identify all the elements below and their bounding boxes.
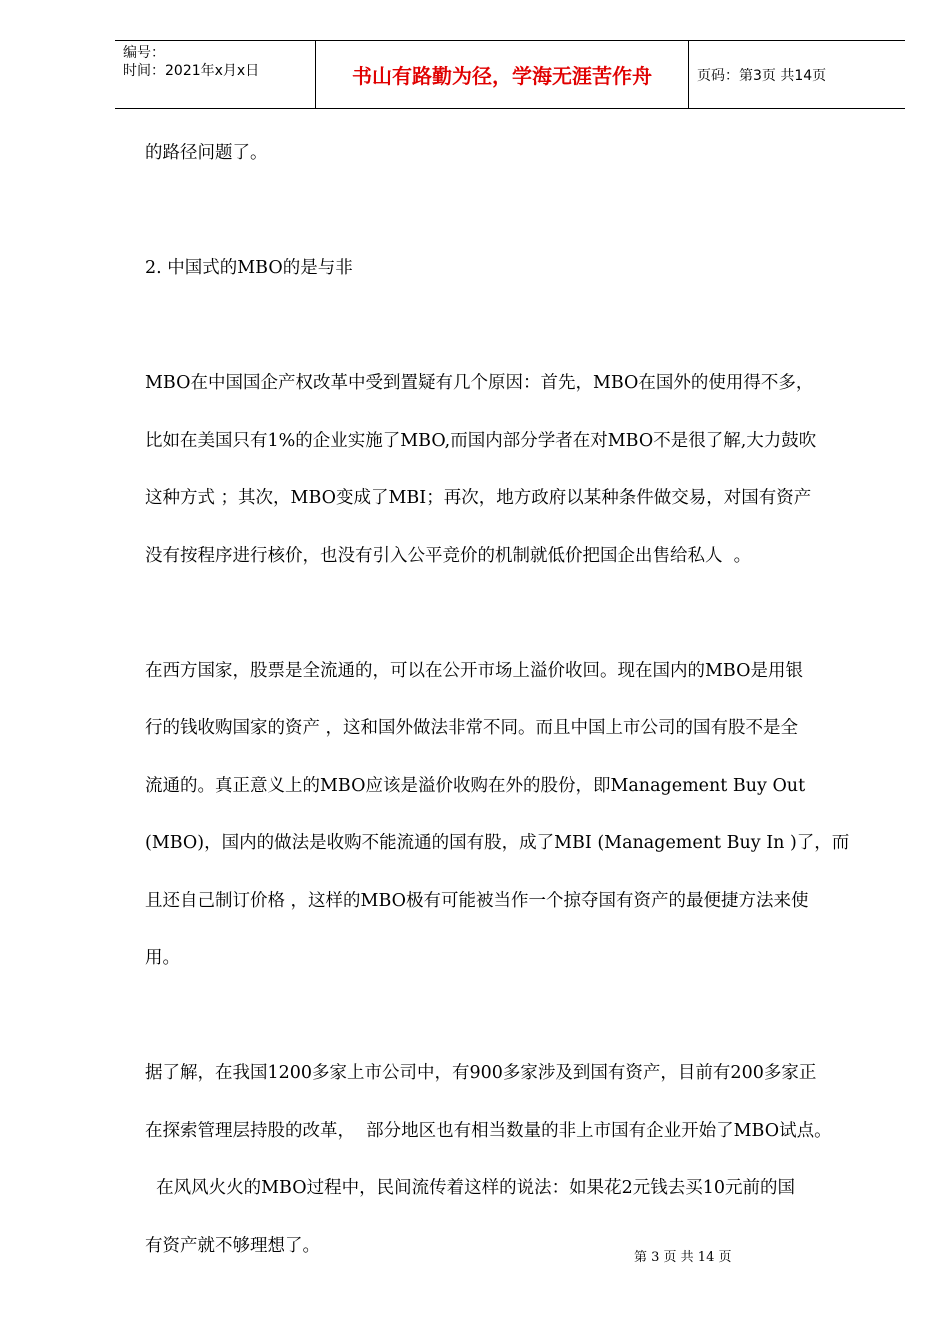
text-line: 且还自己制订价格 ，这样的MBO极有可能被当作一个掠夺国有资产的最便捷方法来使 (145, 890, 809, 911)
text-line: 没有按程序进行核价，也没有引入公平竞价的机制就低价把国企出售给私人 。 (145, 545, 752, 566)
text-line: 在西方国家，股票是全流通的，可以在公开市场上溢价收回。现在国内的MBO是用银 (145, 660, 803, 681)
text-line: 在探索管理层持股的改革， 部分地区也有相当数量的非上市国有企业开始了MBO试点。 (145, 1120, 832, 1141)
document-id-label: 编号： (123, 45, 165, 61)
header-meta (115, 41, 316, 108)
blank-line (145, 988, 895, 1046)
text-line: 据了解，在我国1200多家上市公司中，有900多家涉及到国有资产，目前有200多家正 (145, 1063, 817, 1083)
text-line: MBO在中国国企产权改革中受到置疑有几个原因：首先，MBO在国外的使用得不多， (145, 373, 814, 393)
blank-line (145, 585, 895, 643)
header-page-info: 页码：第3页 共14页 (697, 67, 827, 84)
document-time-label: 时间：2021年x月x日 (123, 63, 260, 79)
text-line: 比如在美国只有1%的企业实施了MBO,而国内部分学者在对MBO不是很了解,大力鼓吹 (145, 430, 817, 451)
blank-line (145, 183, 895, 241)
text-line: 流通的。真正意义上的MBO应该是溢价收购在外的股份，即Management Buy Out (145, 775, 806, 796)
text-line: (MBO)，国内的做法是收购不能流通的国有股，成了MBI (Management Buy In )了，而 (145, 833, 850, 853)
text-line: 有资产就不够理想了。 (145, 1235, 320, 1256)
section-heading: 2. 中国式的MBO的是与非 (145, 258, 353, 278)
text-line: 用。 (145, 948, 180, 968)
header-motto: 书山有路勤为径，学海无涯苦作舟 (316, 41, 689, 108)
text-line: 的路径问题了。 (145, 143, 268, 163)
blank-line (145, 298, 895, 356)
text-line: 在风风火火的MBO过程中，民间流传着这样的说法：如果花2元钱去买10元前的国 (145, 1178, 795, 1198)
document-body (145, 125, 895, 1275)
page-footer: 第 3 页 共 14 页 (634, 1250, 732, 1265)
page-header (115, 40, 905, 109)
text-line: 行的钱收购国家的资产 ，这和国外做法非常不同。而且中国上市公司的国有股不是全 (145, 718, 799, 738)
text-line: 这种方式 ；其次，MBO变成了MBI；再次，地方政府以某种条件做交易，对国有资产 (145, 488, 812, 508)
